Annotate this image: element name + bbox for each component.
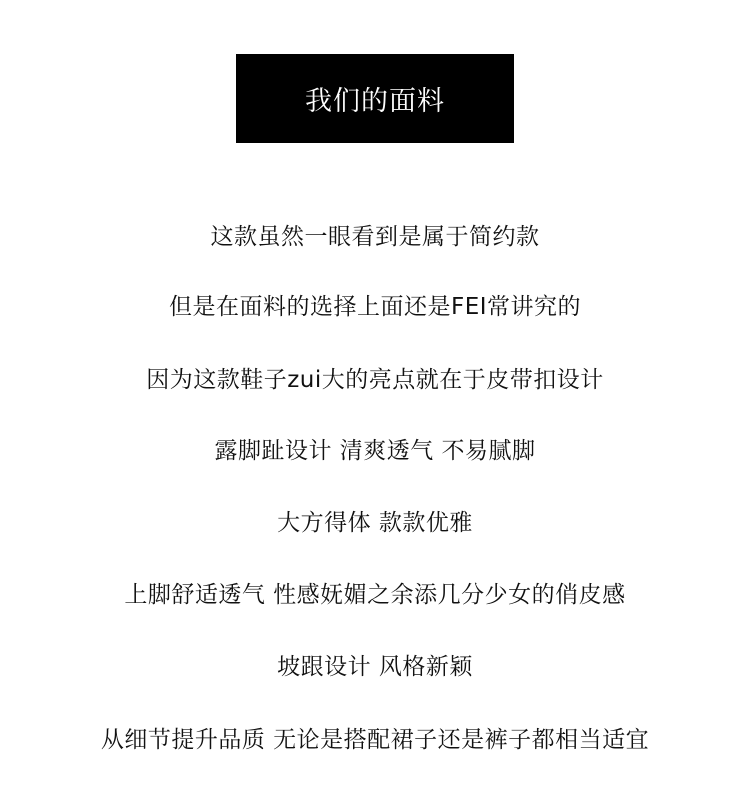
description-line-7: 坡跟设计 风格新颖 xyxy=(277,654,473,680)
title-banner xyxy=(236,54,514,143)
description-line-2: 但是在面料的选择上面还是FEI常讲究的 xyxy=(168,294,582,320)
page-title: 我们的面料 xyxy=(305,86,445,117)
description-line-5: 大方得体 款款优雅 xyxy=(277,510,473,536)
description-line-8: 从细节提升品质 无论是搭配裙子还是裤子都相当适宜 xyxy=(100,727,650,753)
description-line-3: 因为这款鞋子zui大的亮点就在于皮带扣设计 xyxy=(146,367,604,393)
description-line-6: 上脚舒适透气 性感妩媚之余添几分少女的俏皮感 xyxy=(124,582,626,608)
description-line-1: 这款虽然一眼看到是属于简约款 xyxy=(210,224,540,250)
description-line-4: 露脚趾设计 清爽透气 不易腻脚 xyxy=(214,438,536,464)
